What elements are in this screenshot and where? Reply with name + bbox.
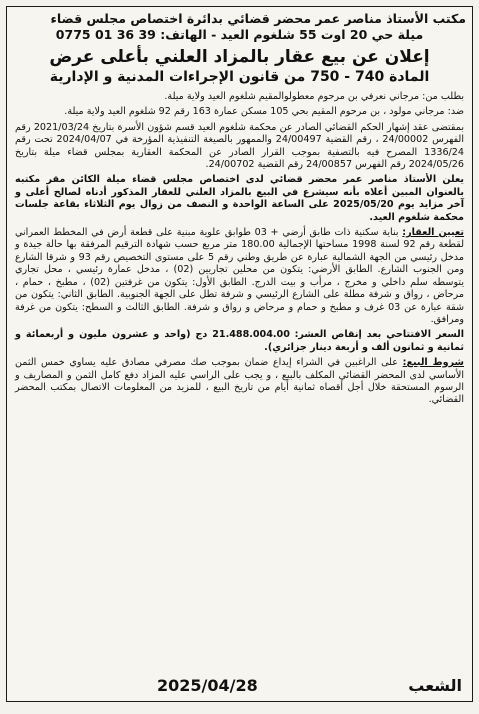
- publication-date: 2025/04/28: [157, 676, 258, 695]
- terms-paragraph: [15, 357, 464, 407]
- newspaper-name: الشعب: [408, 676, 462, 695]
- price-paragraph: [15, 329, 464, 354]
- sale-announcement-paragraph: يعلن الأستاذ مناصر عمر محضر قضائي لدى اختصاص مجلس قضاء ميلة الكائن مقر مكتبه بالعنوان المبين أعلاه بأنه سيشرع في البيع بالمزاد العلني للعقار المذكور أدناه لصالح أعلى و آخر مزايد يوم 2025/05/20 على الساعة الواحدة و النصف من زوال يوم الثلاثاء بقاعة جلسات محكمة شلغوم العيد.: [15, 174, 464, 223]
- notice-body: [7, 87, 472, 407]
- announcement-subtitle: المادة 740 - 750 من قانون الإجراءات المدنية و الإدارية: [49, 69, 430, 85]
- office-name: مكتب الأستاذ مناصر عمر محضر قضائي بدائرة اختصاص مجلس قضاء: [50, 11, 466, 26]
- terms-text: على الراغبين في الشراء إيداع ضمان بموجب صك مصرفي مصادق عليه يساوي خمس الثمن الأساسي لدى المحضر القضائي المكلف بالبيع ، و يجب على الراسي عليه المزاد دفع كامل الثمن و المصاريف و الرسوم المستحقة خلال أجل أقصاه ثمانية أيام من تاريخ البيع ، للمزيد من المعلومات الاتصال بمكتب المحضر القضائي.: [15, 357, 464, 406]
- terms-label: شروط البيع:: [402, 357, 464, 369]
- defendant-paragraph: ضد: مرجاني مولود ، بن مرحوم المقيم بحي 105 مسكن عمارة 163 رقم 92 شلغوم العيد ولاية ميلة.: [64, 106, 464, 118]
- petitioner-paragraph: بطلب من: مرجاني نعرفي بن مرحوم معطولوالمقيم شلغوم العيد ولاية ميلة.: [164, 91, 464, 102]
- property-spec-text: بناية سكنية ذات طابق أرضي + 03 طوابق علوية مبنية على قطعة أرض في المخطط العمراني لقطعة رقم 92 لسنة 1998 مساحتها الإجمالية 180.00 متر مربع حسب شهادة الترقيم المرفقة بها حالة جيدة و مدخل رئيسي من الجهة الشمالية عبارة عن طريق وطني رقم 5 على مستوى التخصيص رقم 93 و شرقا الشارع ومن الجنوب الشارع. الطابق الأرضي: يتكون من محلين تجاريين (02) ، مدخل عمارة رئيسي ، محل تجاري يتوسطه سلم داخلي و مخرج ، مرأب و بيت الدرج. الطابق الأول: يتكون من غرفتين (02) ، مطبخ ، حمام ، مرحاض ، رواق و شرفة مطلة على الشارع الرئيسي و شرفة تطل على الجهة الجنوبية. الطابق الثاني: يتكون من شقة عبارة عن 03 غرف و مطبخ و حمام و مرحاض و رواق و شرفة. الطابق الثالث و السطح: يتكون من غرفة ومرافق.: [15, 227, 465, 325]
- property-description-paragraph: [15, 227, 464, 326]
- office-address: ميلة حي 20 اوت 55 شلغوم العيد - الهاتف: 39 36 01 0775: [55, 27, 424, 42]
- price-label: السعر الافتتاحي بعد إنقاص العشر:: [294, 329, 464, 341]
- announcement-title: إعلان عن بيع عقار بالمزاد العلني بأعلى عرض: [49, 47, 430, 67]
- price-value: 21.488.004.00 دج (واحد و عشرون مليون و أربعمائة و ثمانية و ثمانون ألف و أربعة دينار جزائري).: [15, 329, 464, 353]
- legal-notice: [6, 6, 473, 702]
- notice-header: [7, 7, 472, 87]
- judgment-paragraph: بمقتضى عقد إشهار الحكم القضائي الصادر عن محكمة شلغوم العيد قسم شؤون الأسرة بتاريخ 2021/03/24 رقم الفهرس 24/00002 ، رقم القضية 24/00497 والممهور بالصيغة التنفيذية المؤرخة في 2024/04/07 تحت رقم 1336/24 المصرح فيه بالتصفية بموجب القرار الصادر عن المحكمة العقارية بمجلس قضاء ميلة بتاريخ 2024/05/26 رقم الفهرس 24/00857 رقم القضية 24/00702.: [15, 121, 465, 171]
- property-spec-label: تعيين العقار:: [402, 227, 464, 239]
